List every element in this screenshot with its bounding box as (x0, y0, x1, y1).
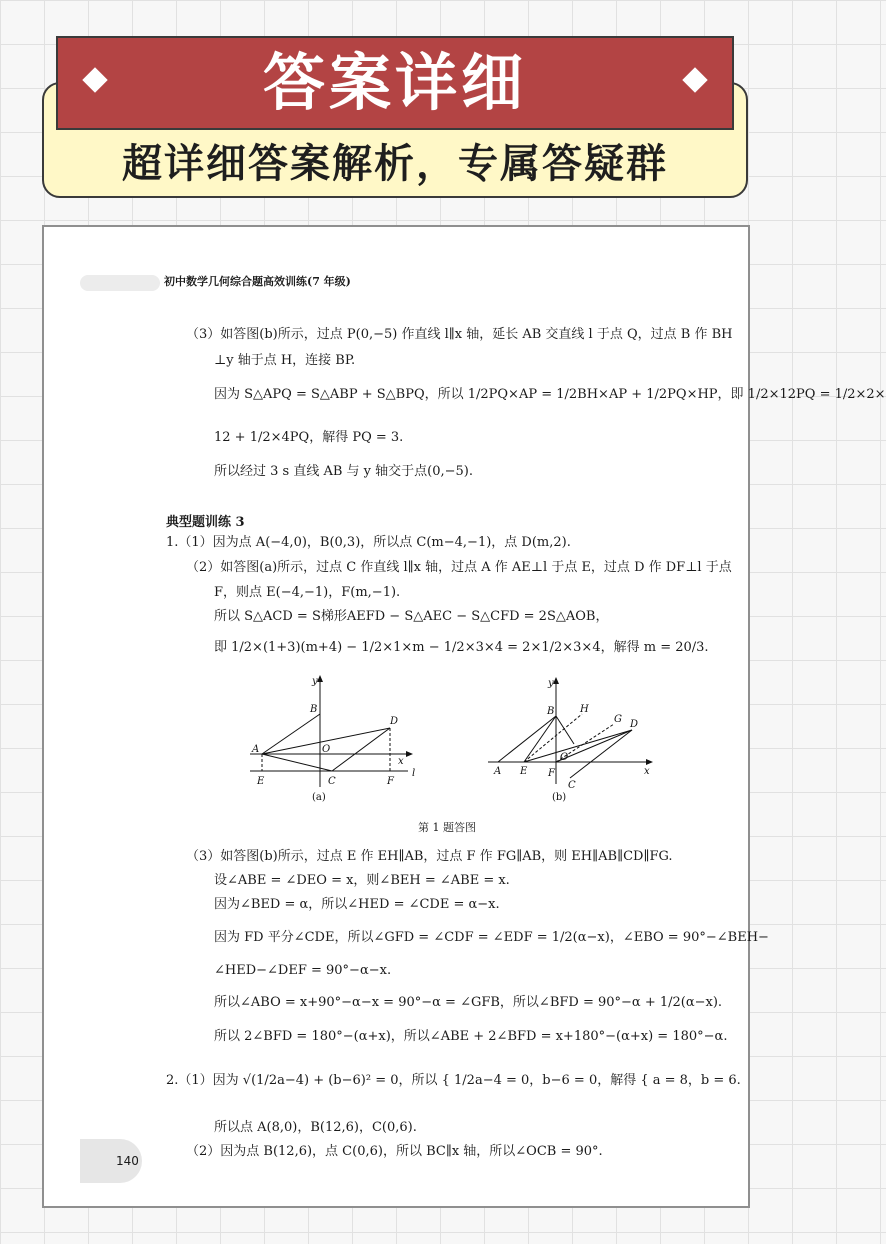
banner-subtitle: 超详细答案解析，专属答疑群 (122, 141, 668, 187)
fig-label: D (630, 719, 639, 730)
text-line: 所以 S△ACD = S梯形AEFD − S△AEC − S△CFD = 2S△AOB， (214, 609, 609, 624)
fig-label: x (398, 756, 404, 767)
text-line: （3）如答图(b)所示，过点 E 作 EH∥AB，过点 F 作 FG∥AB，则 EH∥AB∥CD∥FG. (186, 849, 673, 864)
fig-label: E (520, 766, 528, 777)
fig-label: A (494, 766, 502, 777)
text-line: 所以经过 3 s 直线 AB 与 y 轴交于点(0,−5). (214, 464, 473, 479)
text-line: （2）如答图(a)所示，过点 C 作直线 l∥x 轴，过点 A 作 AE⊥l 于点 E，过点 D 作 DF⊥l 于点 (186, 560, 732, 575)
banner-title: 答案详细 (262, 46, 527, 119)
figure-b-sublabel: (b) (552, 792, 567, 803)
fig-label: G (614, 714, 622, 725)
text-line: 因为∠BED = α，所以∠HED = ∠CDE = α−x. (214, 897, 500, 912)
fig-label: F (548, 768, 555, 779)
fig-label: C (328, 776, 336, 787)
fig-label: y (312, 676, 318, 687)
fig-label: O (560, 752, 569, 763)
text-line: F，则点 E(−4,−1)，F(m,−1). (214, 585, 401, 600)
text-line: 因为 FD 平分∠CDE，所以∠GFD = ∠CDF = ∠EDF = 1/2(α−x)，∠EBO = 90°−∠BEH− (214, 930, 769, 945)
figure-a (240, 672, 420, 802)
answer-page (42, 225, 886, 1208)
fig-label: C (568, 780, 576, 791)
section-title: 典型题训练 3 (166, 515, 245, 530)
figure-a-sublabel: (a) (312, 792, 326, 803)
fig-label: y (548, 678, 554, 689)
text-line: 12 + 1/2×4PQ，解得 PQ = 3. (214, 430, 404, 445)
text-line: 即 1/2×(1+3)(m+4) − 1/2×1×m − 1/2×3×4 = 2×1/2×3×4，解得 m = 20/3. (214, 640, 709, 655)
text-line: ∠HED−∠DEF = 90°−α−x. (214, 963, 392, 978)
fig-label: A (252, 744, 260, 755)
fig-label: x (644, 766, 650, 777)
fig-label: B (310, 704, 318, 715)
figure-caption: 第 1 题答图 (418, 821, 476, 834)
text-line: 所以∠ABO = x+90°−α−x = 90°−α = ∠GFB，所以∠BFD = 90°−α + 1/2(α−x). (214, 995, 723, 1010)
fig-label: F (387, 776, 394, 787)
text-line: 设∠ABE = ∠DEO = x，则∠BEH = ∠ABE = x. (214, 873, 510, 888)
text-line: 所以 2∠BFD = 180°−(α+x)，所以∠ABE + 2∠BFD = x+180°−(α+x) = 180°−α. (214, 1029, 728, 1044)
fig-label: B (547, 706, 555, 717)
text-line: （2）因为点 B(12,6)，点 C(0,6)，所以 BC∥x 轴，所以∠OCB = 90°. (186, 1144, 603, 1159)
text-line: 因为 S△APQ = S△ABP + S△BPQ，所以 1/2PQ×AP = 1/2BH×AP + 1/2PQ×HP，即 1/2×12PQ = 1/2×2× (214, 387, 886, 402)
page-number: 140 (80, 1139, 142, 1183)
header-bar (80, 275, 160, 291)
text-line: ⊥y 轴于点 H，连接 BP. (214, 353, 356, 368)
text-line: 2.（1）因为 √(1/2a−4) + (b−6)² = 0，所以 { 1/2a−4 = 0，b−6 = 0，解得 { a = 8，b = 6. (166, 1073, 741, 1088)
text-line: 所以点 A(8,0)，B(12,6)，C(0,6). (214, 1120, 417, 1135)
fig-label: E (257, 776, 265, 787)
figure-b (484, 672, 664, 804)
banner-title-panel (56, 36, 734, 130)
fig-label: H (580, 704, 589, 715)
text-line: 1.（1）因为点 A(−4,0)，B(0,3)，所以点 C(m−4,−1)，点 D(m,2). (166, 535, 571, 550)
page-header: 初中数学几何综合题高效训练(7 年级) (164, 275, 351, 288)
fig-label: O (322, 744, 331, 755)
fig-label: D (390, 716, 399, 727)
fig-label: l (412, 768, 416, 779)
text-line: （3）如答图(b)所示，过点 P(0,−5) 作直线 l∥x 轴，延长 AB 交直线 l 于点 Q，过点 B 作 BH (186, 327, 733, 342)
